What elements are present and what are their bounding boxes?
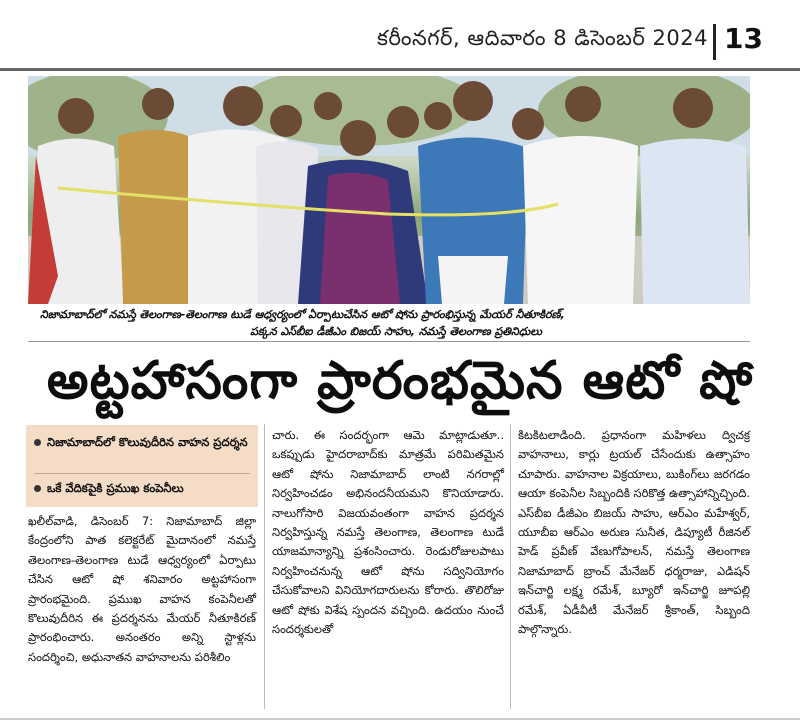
headline: అట్టహాసంగా ప్రారంభమైన ఆటో షో xyxy=(46,351,754,411)
highlight-text: నిజామాబాద్‌లో కొలువుదీరిన వాహన ప్రదర్శన xyxy=(47,435,248,449)
highlights-box xyxy=(26,425,258,507)
highlight-item xyxy=(34,479,256,497)
article-column-3 xyxy=(518,426,750,639)
photo-caption xyxy=(40,306,752,340)
bullet-icon xyxy=(34,439,41,446)
column-text: చారు. ఈ సందర్భంగా ఆమె మాట్లాడుతూ.. ఒకప్పుడు హైదరాబాద్‌కు మాత్రమే పరిమితమైన ఆటో షోను నిజామాబాద్ లాంటి నగరాల్లో నిర్వహించడం అభినందనీయమని కొనియాడారు. నాలుగోసారి విజయవంతంగా వాహన ప్రదర్శన నిర్వహిస్తున్న నమస్తే తెలంగాణ, తెలంగాణ టుడే యాజమాన్యాన్ని ప్రశంసించారు. రెండురోజులపాటు నిర్వహించనున్న ఆటో షోను సద్వినియోగం చేసుకోవాలని వినియోగదారులను కోరారు. తొలిరోజు ఆటో షోకు విశేష స్పందన వచ్చింది. ఉదయం నుంచే సందర్శకులతో xyxy=(272,428,504,637)
highlight-text: ఒకే వేదికపైకి ప్రముఖ కంపెనీలు xyxy=(47,481,184,495)
highlight-divider xyxy=(34,473,250,474)
news-photo xyxy=(28,76,750,304)
page-number: 13 xyxy=(724,22,763,55)
caption-line-2: పక్కన ఎస్‌బీఐ డీజీఎం బిజయ్ సాహు, నమస్తే తెలంగాణ ప్రతినిధులు xyxy=(250,325,542,338)
column-text: కిటకిటలాడింది. ప్రధానంగా మహిళలు ద్విచక్ర వాహనాలు, కార్లు ట్రయల్ చేసేందుకు ఉత్సాహం చూపారు. వాహనాల విక్రయాలు, బుకింగ్‌లు జరగడం ఆయా కంపెనీల సిబ్బందికి సరికొత్త ఉత్సాహాన్నిచ్చింది. ఎస్‌బీఐ డీజీఎం బిజయ్ సాహు, ఆర్‌ఎం మహేశ్వర్, యూబీఐ ఆర్‌ఎం అరుణ సునీత, డిప్యూటీ రీజినల్ హెడ్ ప్రవీణ్ వేణుగోపాలన్, నమస్తే తెలంగాణ నిజామాబాద్ బ్రాంచ్ మేనేజర్ ధర్మరాజు, ఎడిషన్ ఇన్‌చార్జి లక్ష్మ రమేశ్, బ్యూరో ఇన్‌చార్జి జూపల్లి రమేశ్, ఏడీవీటీ మేనేజర్ శ్రీకాంత్, సిబ్బంది పాల్గొన్నారు. xyxy=(518,428,750,637)
masthead xyxy=(0,0,800,66)
dateline: కరీంనగర్, ఆదివారం 8 డిసెంబర్ 2024 xyxy=(376,26,708,50)
caption-rule xyxy=(28,341,750,342)
masthead-divider xyxy=(713,24,716,60)
column-divider xyxy=(264,424,265,709)
bottom-rule xyxy=(0,718,800,720)
article-column-2 xyxy=(272,426,504,639)
column-divider xyxy=(510,424,511,709)
caption-line-1: నిజామాబాద్‌లో నమస్తే తెలంగాణ-తెలంగాణ టుడే ఆధ్వర్యంలో ఏర్పాటుచేసిన ఆటో షోను ప్రారంభిస్తున్న మేయర్ నీతూకిరణ్, xyxy=(40,308,565,321)
bullet-icon xyxy=(34,485,41,492)
highlight-item xyxy=(34,433,256,451)
column-text: ఖలీల్‌వాడి, డిసెంబర్ 7: నిజామాబాద్ జిల్లా కేంద్రంలోని పాత కలెక్టరేట్ మైదానంలో నమస్తే తెలంగాణ-తెలంగాణ టుడే ఆధ్వర్యంలో ఏర్పాటు చేసిన ఆటో షో శనివారం అట్టహాసంగా ప్రారంభమైంది. ప్రముఖ వాహన కంపెనీలతో కొలువుదీరిన ఈ ప్రదర్శనను మేయర్ నీతూకిరణ్ ప్రారంభించారు. అనంతరం అన్ని స్టాళ్లను సందర్శించి, అధునాతన వాహనాలను పరిశీలిం xyxy=(28,514,256,664)
article-column-1 xyxy=(28,512,256,667)
top-rule xyxy=(0,68,800,71)
people-ribbon-cutting-photo xyxy=(28,76,750,304)
